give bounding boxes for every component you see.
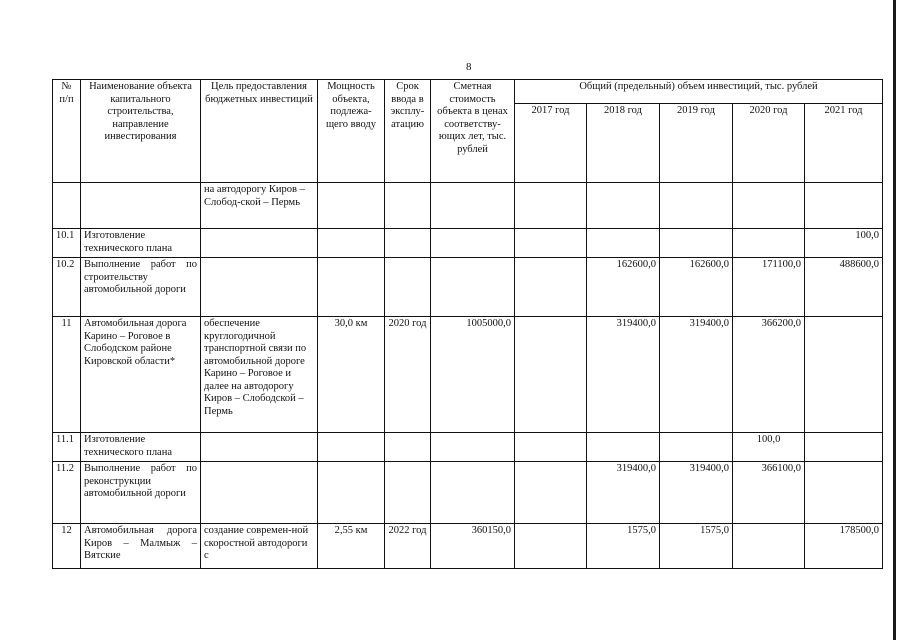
cell-purpose [201,229,318,258]
cell-name: Изготовление технического плана [81,433,201,462]
cell-num [53,183,81,229]
cell-2020 [733,183,805,229]
cell-capacity [318,258,385,317]
header-purpose: Цель предоставления бюджетных инвестиций [201,80,318,183]
cell-2020 [733,229,805,258]
cell-name: Автомобильная дорога Карино – Роговое в Слободском районе Кировской области* [81,317,201,433]
cell-term [385,183,431,229]
cell-2019: 319400,0 [660,317,733,433]
header-total-investment: Общий (предельный) объем инвестиций, тыс. рублей [515,80,883,104]
cell-capacity: 2,55 км [318,524,385,569]
header-estimate: Сметная стоимость объекта в ценах соответству-ющих лет, тыс. рублей [431,80,515,183]
header-year-2018: 2018 год [587,104,660,183]
header-num: № п/п [53,80,81,183]
cell-purpose [201,462,318,524]
cell-2021: 178500,0 [805,524,883,569]
cell-num: 12 [53,524,81,569]
cell-2019 [660,183,733,229]
page-number: 8 [466,61,472,73]
header-year-2017: 2017 год [515,104,587,183]
cell-2020: 366100,0 [733,462,805,524]
cell-2021 [805,317,883,433]
table-row [53,258,883,317]
cell-estimate [431,258,515,317]
cell-num: 11.2 [53,462,81,524]
cell-2019: 162600,0 [660,258,733,317]
table-row [53,524,883,569]
cell-term [385,462,431,524]
cell-2021: 100,0 [805,229,883,258]
cell-2020: 171100,0 [733,258,805,317]
cell-num: 10.2 [53,258,81,317]
cell-capacity: 30,0 км [318,317,385,433]
cell-estimate [431,433,515,462]
cell-term [385,258,431,317]
cell-name: Выполнение работ по реконструкции автомобильной дороги [81,462,201,524]
cell-2020 [733,524,805,569]
cell-capacity [318,433,385,462]
cell-2021 [805,462,883,524]
investment-table [52,79,883,569]
header-year-2019: 2019 год [660,104,733,183]
cell-term: 2022 год [385,524,431,569]
cell-2018: 162600,0 [587,258,660,317]
cell-capacity [318,229,385,258]
cell-term [385,433,431,462]
cell-2018: 319400,0 [587,317,660,433]
cell-2018: 319400,0 [587,462,660,524]
cell-2021 [805,183,883,229]
cell-2017 [515,183,587,229]
cell-term [385,229,431,258]
cell-estimate: 360150,0 [431,524,515,569]
page-edge-rule [893,0,896,640]
table-row [53,462,883,524]
cell-2021: 488600,0 [805,258,883,317]
cell-num: 11.1 [53,433,81,462]
header-object-name: Наименование объекта капитального строительства, направление инвестирования [81,80,201,183]
table-row [53,229,883,258]
cell-2017 [515,524,587,569]
cell-name [81,183,201,229]
cell-num: 10.1 [53,229,81,258]
cell-estimate [431,229,515,258]
cell-2019: 1575,0 [660,524,733,569]
cell-purpose [201,258,318,317]
cell-2017 [515,462,587,524]
cell-2018 [587,183,660,229]
table-row [53,183,883,229]
cell-estimate: 1005000,0 [431,317,515,433]
cell-2017 [515,229,587,258]
cell-2021 [805,433,883,462]
header-year-2020: 2020 год [733,104,805,183]
cell-estimate [431,183,515,229]
cell-name: Изготовление технического плана [81,229,201,258]
cell-2020: 366200,0 [733,317,805,433]
cell-purpose [201,433,318,462]
cell-2018 [587,229,660,258]
header-capacity: Мощность объекта, подлежа-щего вводу [318,80,385,183]
table-row [53,433,883,462]
cell-term: 2020 год [385,317,431,433]
cell-name: Автомобильная дорога Киров – Малмыж – Вятские [81,524,201,569]
cell-capacity [318,183,385,229]
cell-purpose: обеспечение круглогодичной транспортной связи по автомобильной дороге Карино – Роговое и далее на автодорогу Киров – Слободской – Пермь [201,317,318,433]
cell-2017 [515,258,587,317]
cell-2018: 1575,0 [587,524,660,569]
header-year-2021: 2021 год [805,104,883,183]
cell-2017 [515,433,587,462]
cell-estimate [431,462,515,524]
table-row [53,317,883,433]
header-term: Срок ввода в эксплу-атацию [385,80,431,183]
cell-name: Выполнение работ по строительству автомобильной дороги [81,258,201,317]
cell-purpose: на автодорогу Киров – Слобод-ской – Пермь [201,183,318,229]
cell-2020: 100,0 [733,433,805,462]
cell-purpose: создание современ-ной скоростной автодороги с [201,524,318,569]
cell-2018 [587,433,660,462]
cell-2019: 319400,0 [660,462,733,524]
cell-2017 [515,317,587,433]
cell-capacity [318,462,385,524]
cell-2019 [660,433,733,462]
cell-2019 [660,229,733,258]
cell-num: 11 [53,317,81,433]
